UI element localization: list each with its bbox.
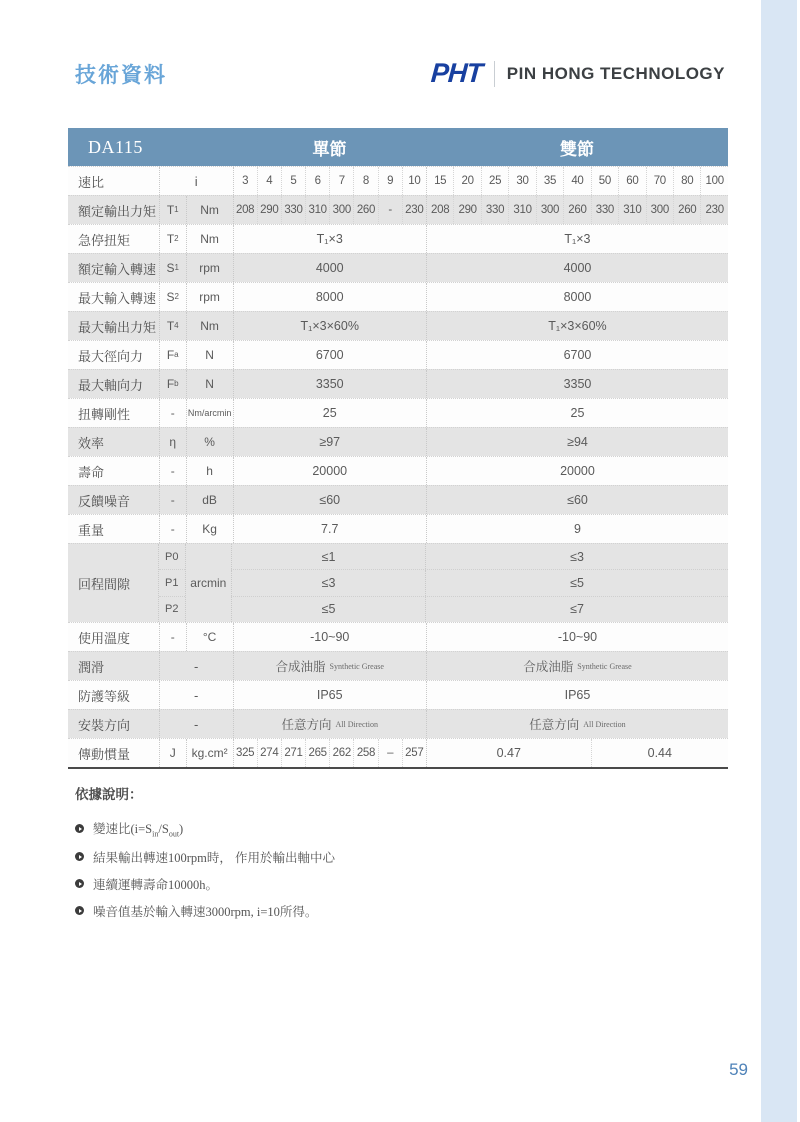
notes-section xyxy=(75,783,695,929)
row-symbol: - xyxy=(159,457,186,485)
value-cell: 310 xyxy=(508,196,535,224)
pht-logo: PHT xyxy=(429,58,483,88)
value-cell: ≥94 xyxy=(567,435,588,449)
value-cell: 9 xyxy=(573,522,581,536)
spec-row xyxy=(68,709,728,738)
backlash-grade: P1 xyxy=(159,569,185,595)
ratio-value: 3 xyxy=(242,175,249,187)
single-section xyxy=(233,341,426,369)
row-label: 潤滑 xyxy=(78,659,105,675)
row-symbol: S 1 xyxy=(159,254,186,282)
note-item xyxy=(75,848,695,866)
row-symbol: i xyxy=(159,167,233,195)
row-unit: Nm xyxy=(186,312,233,340)
value-cell: 6700 xyxy=(563,348,592,362)
double-section xyxy=(426,710,728,738)
row-symbol: η xyxy=(159,428,186,456)
value-cell: 260 xyxy=(353,196,377,224)
row-symbol: J xyxy=(159,739,186,767)
ratio-value: 8 xyxy=(353,167,377,195)
ratio-value: 9 xyxy=(378,167,402,195)
single-section xyxy=(233,428,426,456)
row-symbol: F a xyxy=(159,341,186,369)
single-section xyxy=(233,196,426,224)
ratio-value: 30 xyxy=(508,167,535,195)
note-bullet-icon xyxy=(75,879,84,888)
brand-divider xyxy=(494,61,495,87)
value-cell: T₁×3×60% xyxy=(300,319,359,333)
value-cell: 290 xyxy=(453,196,480,224)
single-stage-header: 單節 xyxy=(312,139,347,159)
row-symbol: - xyxy=(159,515,186,543)
value-cell: ≤3 xyxy=(321,575,336,590)
value-cell: 271 xyxy=(281,739,305,767)
double-section xyxy=(426,196,728,224)
value-cell: 260 xyxy=(673,196,700,224)
value-cell: 0.47 xyxy=(496,746,521,760)
value-cell: -10~90 xyxy=(310,630,350,644)
row-label: 安裝方向 xyxy=(78,717,131,733)
row-label: 回程間隙 xyxy=(78,576,131,592)
spec-row xyxy=(68,738,728,767)
value-cell: 3350 xyxy=(315,377,344,391)
value-cell: ≤3 xyxy=(570,549,584,564)
row-unit: rpm xyxy=(186,283,233,311)
row-symbol: - xyxy=(159,623,186,651)
note-item xyxy=(75,819,695,839)
value-cell: ≤7 xyxy=(570,602,584,617)
double-section xyxy=(426,515,728,543)
single-section xyxy=(231,570,425,595)
row-label: 反饋噪音 xyxy=(78,493,131,509)
spec-row xyxy=(68,340,728,369)
row-symbol: F b xyxy=(159,370,186,398)
single-section xyxy=(233,486,426,514)
row-symbol: - xyxy=(159,486,186,514)
page-header xyxy=(75,58,725,89)
row-label: 使用溫度 xyxy=(78,630,131,646)
model-name: DA115 xyxy=(88,136,143,157)
single-section xyxy=(233,739,426,767)
row-label: 重量 xyxy=(78,522,105,538)
value-cell: 330 xyxy=(281,196,305,224)
value-cell: 274 xyxy=(257,739,281,767)
ratio-value: 20 xyxy=(453,167,480,195)
value-cell: 300 xyxy=(536,196,563,224)
value-cell: T₁×3 xyxy=(564,232,591,246)
value-cell: ≤5 xyxy=(570,575,584,590)
value-cell: 208 xyxy=(235,204,255,216)
double-section xyxy=(426,623,728,651)
value-cell: 20000 xyxy=(560,464,595,478)
row-label: 最大輸出力矩 xyxy=(78,319,157,335)
spec-row xyxy=(68,311,728,340)
value-cell: 257 xyxy=(402,739,426,767)
ratio-value: 60 xyxy=(618,167,645,195)
single-section xyxy=(231,544,425,569)
row-unit: % xyxy=(186,428,233,456)
value-cell: 3350 xyxy=(563,377,592,391)
double-section xyxy=(426,370,728,398)
ratio-value: 6 xyxy=(305,167,329,195)
row-label: 最大徑向力 xyxy=(78,348,144,364)
value-cell: ≤1 xyxy=(321,549,336,564)
value-cell: 330 xyxy=(481,196,508,224)
row-unit: N xyxy=(186,370,233,398)
double-section xyxy=(426,254,728,282)
value-cell: 合成油脂 Synthetic Grease xyxy=(275,660,384,674)
value-cell: 300 xyxy=(646,196,673,224)
single-section xyxy=(233,681,426,709)
value-cell: 4000 xyxy=(563,261,592,275)
spec-row xyxy=(68,514,728,543)
row-symbol: - xyxy=(159,710,233,738)
row-unit: kg.cm² xyxy=(186,739,233,767)
single-section xyxy=(233,515,426,543)
value-cell: ≤5 xyxy=(321,602,336,617)
double-section xyxy=(426,486,728,514)
spec-row xyxy=(68,485,728,514)
value-cell: 230 xyxy=(402,196,426,224)
backlash-grade: P0 xyxy=(165,550,179,563)
ratio-value: 15 xyxy=(434,175,447,187)
row-symbol: - xyxy=(159,399,186,427)
value-cell: 330 xyxy=(591,196,618,224)
single-section xyxy=(233,312,426,340)
value-cell: – xyxy=(378,739,402,767)
spec-row xyxy=(68,224,728,253)
value-cell: 25 xyxy=(570,406,585,420)
row-unit: Nm/arcmin xyxy=(186,399,233,427)
ratio-single-values xyxy=(233,167,426,195)
value-cell: 8000 xyxy=(315,290,344,304)
spec-row xyxy=(68,195,728,224)
backlash-grade: P2 xyxy=(159,596,185,622)
note-text: 噪音值基於輸入轉速3000rpm, i=10所得。 xyxy=(93,904,318,919)
ratio-value: 70 xyxy=(646,167,673,195)
single-section xyxy=(233,623,426,651)
single-section xyxy=(233,225,426,253)
value-cell: -10~90 xyxy=(557,630,598,644)
row-label: 額定輸入轉速 xyxy=(78,261,157,277)
spec-row xyxy=(68,398,728,427)
spec-table xyxy=(68,128,728,769)
spec-row xyxy=(68,651,728,680)
notes-list xyxy=(75,819,695,920)
spec-row xyxy=(68,282,728,311)
spec-row xyxy=(68,680,728,709)
spec-row xyxy=(68,427,728,456)
value-cell: 20000 xyxy=(312,464,348,478)
value-cell: 合成油脂 Synthetic Grease xyxy=(523,660,632,674)
double-section xyxy=(426,312,728,340)
row-label: 防護等級 xyxy=(78,688,131,704)
value-cell: 任意方向 All Direction xyxy=(281,718,378,732)
value-cell: 4000 xyxy=(315,261,344,275)
ratio-value: 40 xyxy=(563,167,590,195)
row-symbol: - xyxy=(159,652,233,680)
row-unit: h xyxy=(186,457,233,485)
row-symbol: T 2 xyxy=(159,225,186,253)
row-label: 額定輸出力矩 xyxy=(78,203,157,219)
double-section xyxy=(425,544,728,569)
company-name: PIN HONG TECHNOLOGY xyxy=(506,63,725,83)
row-symbol: T 4 xyxy=(159,312,186,340)
double-section xyxy=(426,428,728,456)
ratio-double-values xyxy=(426,167,728,195)
row-label: 壽命 xyxy=(78,464,105,480)
ratio-value: 10 xyxy=(402,167,426,195)
backlash-line xyxy=(231,544,728,569)
value-cell: 290 xyxy=(257,196,281,224)
value-cell: 6700 xyxy=(315,348,344,362)
note-bullet-icon xyxy=(75,852,84,861)
value-cell: ≤60 xyxy=(567,493,588,507)
double-section xyxy=(426,399,728,427)
value-cell: - xyxy=(378,196,402,224)
ratio-value: 50 xyxy=(591,167,618,195)
row-unit: arcmin xyxy=(185,544,231,622)
row-unit: dB xyxy=(186,486,233,514)
value-cell: 310 xyxy=(618,196,645,224)
value-cell: 8000 xyxy=(563,290,592,304)
value-cell: 310 xyxy=(305,196,329,224)
value-cell: IP65 xyxy=(564,688,591,702)
spec-row xyxy=(68,369,728,398)
row-label: 最大軸向力 xyxy=(78,377,144,393)
note-text: 變速比$(i=S_{in}/S_{out})$ xyxy=(93,822,184,839)
value-cell: T₁×3 xyxy=(316,232,343,246)
value-cell: ≤60 xyxy=(319,493,341,507)
ratio-value: 35 xyxy=(536,167,563,195)
double-section xyxy=(426,457,728,485)
row-unit: N xyxy=(186,341,233,369)
double-section xyxy=(425,570,728,595)
single-section xyxy=(233,370,426,398)
value-cell: IP65 xyxy=(316,688,343,702)
value-cell: 265 xyxy=(305,739,329,767)
note-item xyxy=(75,875,695,893)
row-label: 最大輸入轉速 xyxy=(78,290,157,306)
row-unit: °C xyxy=(186,623,233,651)
spec-row xyxy=(68,622,728,651)
row-unit: rpm xyxy=(186,254,233,282)
ratio-value: 80 xyxy=(673,167,700,195)
single-section xyxy=(233,254,426,282)
double-section xyxy=(426,225,728,253)
double-section xyxy=(426,283,728,311)
right-edge-strip xyxy=(761,0,797,1122)
single-section xyxy=(231,597,425,622)
ratio-value: 7 xyxy=(329,167,353,195)
note-bullet-icon xyxy=(75,824,84,833)
value-cell: 任意方向 All Direction xyxy=(529,718,626,732)
row-symbol: S 2 xyxy=(159,283,186,311)
value-cell: 300 xyxy=(329,196,353,224)
double-section xyxy=(426,681,728,709)
spec-row xyxy=(68,543,728,622)
value-cell: 258 xyxy=(353,739,377,767)
double-section xyxy=(425,597,728,622)
double-section xyxy=(426,341,728,369)
backlash-values xyxy=(231,544,728,622)
value-cell: 325 xyxy=(235,747,255,759)
ratio-value: 25 xyxy=(481,167,508,195)
single-section xyxy=(233,283,426,311)
backlash-line xyxy=(231,569,728,595)
single-section xyxy=(233,457,426,485)
backlash-line xyxy=(231,596,728,622)
notes-title: 依據說明： xyxy=(75,787,143,802)
value-cell: 0.44 xyxy=(591,739,728,767)
ratio-value: 4 xyxy=(257,167,281,195)
value-cell: 7.7 xyxy=(321,522,339,536)
note-text: 連續運轉壽命10000h。 xyxy=(93,877,219,892)
ratio-value: 100 xyxy=(700,167,727,195)
note-bullet-icon xyxy=(75,906,84,915)
note-text: 結果輸出轉速100rpm時， 作用於輸出軸中心 xyxy=(93,850,336,865)
brand xyxy=(431,58,725,89)
ratio-value: 5 xyxy=(281,167,305,195)
value-cell: 262 xyxy=(329,739,353,767)
value-cell: 260 xyxy=(563,196,590,224)
double-section xyxy=(426,739,728,767)
value-cell: 230 xyxy=(700,196,727,224)
spec-row xyxy=(68,456,728,485)
row-unit: Nm xyxy=(186,225,233,253)
table-body xyxy=(68,166,728,767)
note-item xyxy=(75,902,695,920)
row-label: 扭轉剛性 xyxy=(78,406,131,422)
spec-row-ratio xyxy=(68,166,728,195)
double-section xyxy=(426,652,728,680)
row-unit: Nm xyxy=(186,196,233,224)
spec-row xyxy=(68,253,728,282)
row-label: 速比 xyxy=(78,174,105,190)
row-symbol: T 1 xyxy=(159,196,186,224)
row-unit: Kg xyxy=(186,515,233,543)
row-label: 傳動慣量 xyxy=(78,746,131,762)
page-title: 技術資料 xyxy=(75,63,167,87)
table-header-row xyxy=(68,128,728,166)
backlash-grades xyxy=(158,544,185,622)
double-stage-header: 雙節 xyxy=(560,139,594,159)
single-section xyxy=(233,652,426,680)
row-label: 效率 xyxy=(78,435,105,451)
page-number: 59 xyxy=(729,1060,748,1079)
value-cell: T₁×3×60% xyxy=(548,319,607,333)
row-label: 急停扭矩 xyxy=(78,232,131,248)
value-cell: ≥97 xyxy=(319,435,341,449)
single-section xyxy=(233,710,426,738)
single-section xyxy=(233,399,426,427)
value-cell: 25 xyxy=(322,406,337,420)
row-symbol: - xyxy=(159,681,233,709)
value-cell: 208 xyxy=(431,204,450,216)
